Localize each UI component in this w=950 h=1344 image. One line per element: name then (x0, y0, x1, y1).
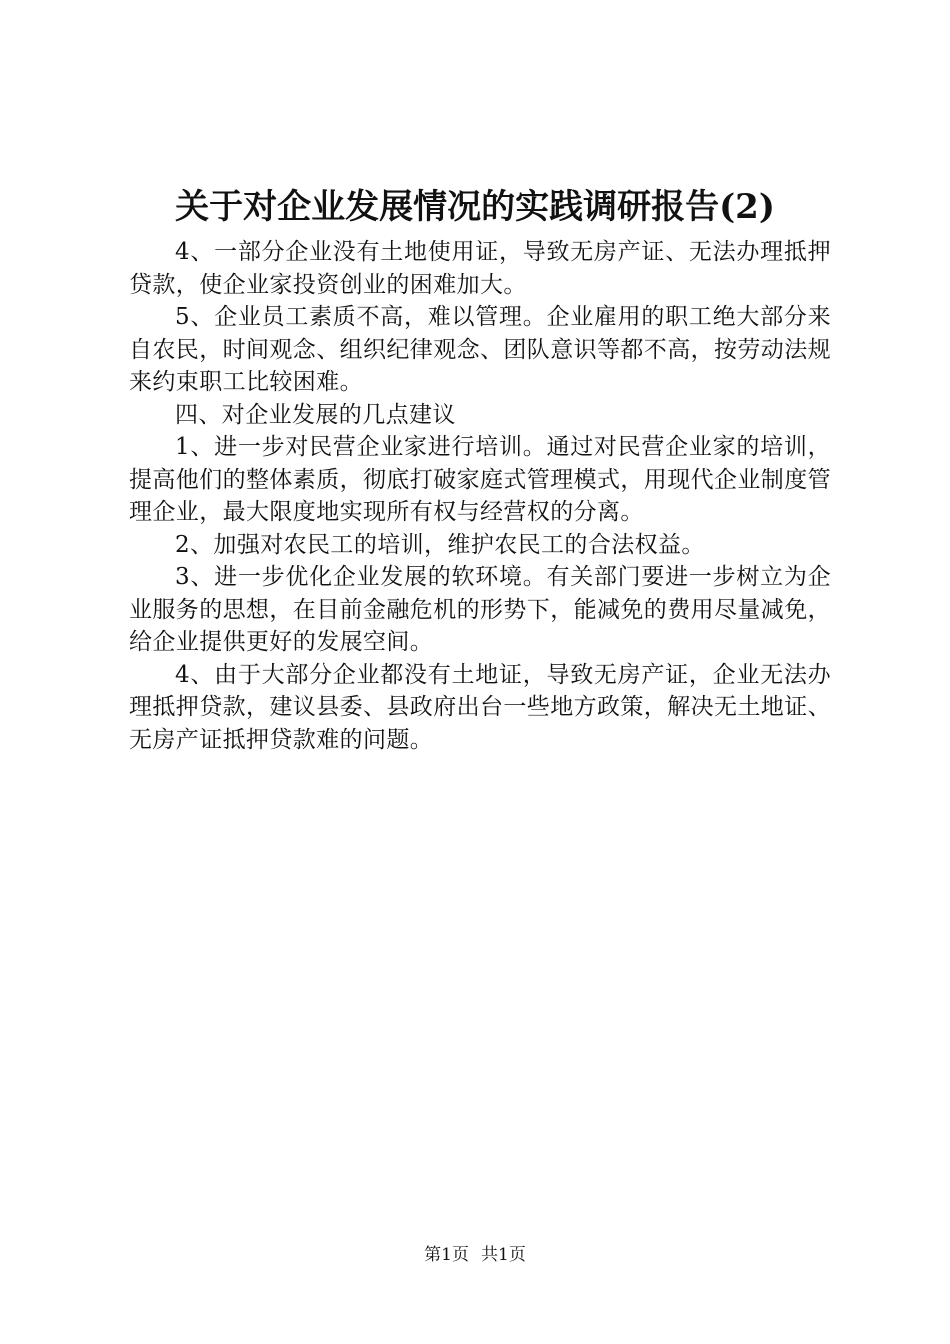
page-footer (0, 1243, 950, 1267)
paragraph: 3、进一步优化企业发展的软环境。有关部门要进一步树立为企业服务的思想，在目前金融危机的形势下，能减免的费用尽量减免，给企业提供更好的发展空间。 (129, 564, 831, 655)
section-heading: 四、对企业发展的几点建议 (175, 401, 456, 428)
paragraph: 4、一部分企业没有土地使用证，导致无房产证、无法办理抵押贷款，使企业家投资创业的困难加大。 (129, 239, 831, 298)
document-title: 关于对企业发展情况的实践调研报告(2) (175, 187, 775, 227)
paragraph: 4、由于大部分企业都没有土地证，导致无房产证，企业无法办理抵押贷款，建议县委、县政府出台一些地方政策，解决无土地证、无房产证抵押贷款难的问题。 (129, 661, 831, 753)
page-total: 共1页 (481, 1245, 526, 1265)
paragraph: 1、进一步对民营企业家进行培训。通过对民营企业家的培训，提高他们的整体素质，彻底打破家庭式管理模式，用现代企业制度管理企业，最大限度地实现所有权与经营权的分离。 (129, 434, 831, 525)
page-number: 第1页 (424, 1245, 469, 1265)
paragraph: 2、加强对农民工的培训，维护农民工的合法权益。 (175, 531, 705, 558)
paragraph: 5、企业员工素质不高，难以管理。企业雇用的职工绝大部分来自农民，时间观念、组织纪律观念、团队意识等都不高，按劳动法规来约束职工比较困难。 (129, 304, 831, 395)
document-body (129, 236, 831, 756)
